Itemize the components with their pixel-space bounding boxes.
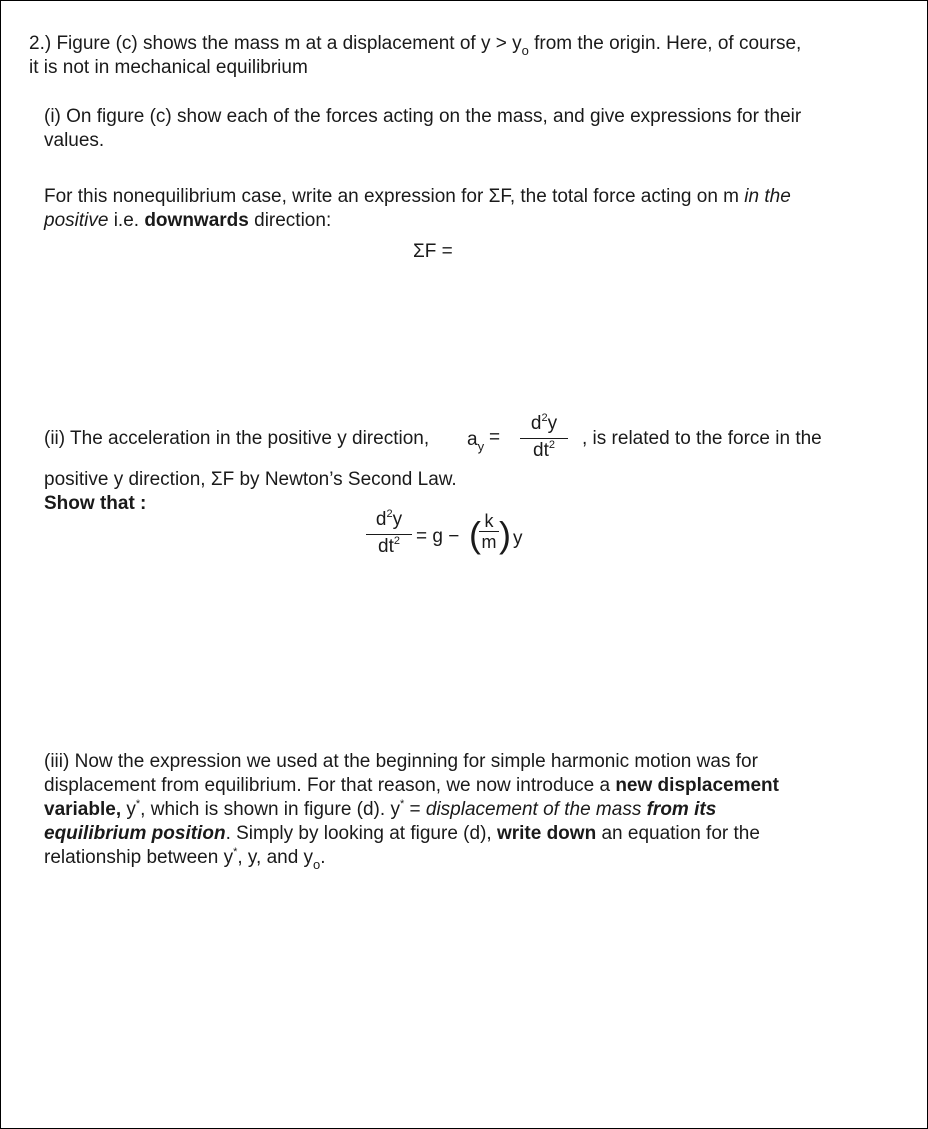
part-i-line-1: (i) On figure (c) show each of the forces acting on the mass, and give expressions for their [44,106,802,127]
iii-bold-a: new displacement [615,775,779,796]
acceleration-symbol [467,428,484,453]
accel-equals: = [489,427,501,448]
iii-bold-italic-b: equilibrium position [44,823,226,844]
k-numerator: k [484,511,494,531]
st-num-y: y [392,509,403,530]
part-ii-line-2: positive y direction, ΣF by Newton’s Second Law. [44,469,457,490]
nonequil-italic-a: in the [744,186,791,207]
d2y-dt2-fraction [520,412,568,465]
show-that-label: Show that : [44,493,147,514]
num-d: d [530,413,542,434]
iii-bold-b: variable, [44,799,122,820]
part-iii-line-1: (iii) Now the expression we used at the beginning for simple harmonic motion was for [44,751,758,772]
iii-text-g: relationship between y [44,847,234,868]
show-that-y: y [513,528,523,549]
st-num-sup: 2 [386,508,393,520]
show-that-denominator [366,535,412,561]
nonequil-text-b: i.e. [108,210,145,231]
part-iii-line-4 [44,822,760,846]
nonequil-text-c: direction: [248,210,332,231]
part-iii-line-3 [44,798,716,824]
st-num-d: d [375,509,387,530]
iii-italic-a: displacement of the mass [425,799,647,820]
part-i-line-2: values. [44,130,105,151]
num-sup: 2 [541,412,548,424]
part-ii-lead: (ii) The acceleration in the positive y direction, [44,428,430,449]
a-letter: a [467,429,478,450]
iii-bold-italic-a: from its [646,799,717,820]
show-that-numerator [366,508,412,534]
fraction-numerator [520,412,568,438]
nonequil-text-a: For this nonequilibrium case, write an expression for ΣF, the total force acting on m [44,186,745,207]
nonequil-line-1 [44,185,791,209]
iii-text-f: an equation for the [596,823,760,844]
iii-subscript: o [313,857,321,872]
q2-text-a: 2.) Figure (c) shows the mass m at a displacement of y > y [29,33,522,54]
show-that-eq-g: = g − [416,526,460,547]
sum-f-equation: ΣF = [413,241,453,262]
iii-text-e: . Simply by looking at figure (d), [225,823,497,844]
q2-text-b: from the origin. Here, of course, [528,33,802,54]
show-that-fraction [366,508,412,561]
iii-bold-c: write down [496,823,597,844]
iii-text-b: y [121,799,136,820]
iii-text-d: = [404,799,426,820]
part-iii-line-2 [44,774,779,798]
nonequil-line-2 [44,209,331,233]
iii-text-c: , which is shown in figure (d). y [140,799,400,820]
m-denominator: m [481,532,497,552]
fraction-denominator [520,439,568,465]
part-ii-tail: , is related to the force in the [582,428,822,449]
question-2-line-1 [29,32,801,57]
k-over-m-fraction [479,511,499,552]
a-subscript: y [477,439,485,454]
st-den-sup: 2 [393,535,400,547]
iii-text-a: displacement from equilibrium. For that reason, we now introduce a [44,775,616,796]
st-den-dt: dt [378,536,394,557]
num-y: y [547,413,558,434]
right-paren: ) [499,514,511,555]
iii-sup-3: * [233,846,238,858]
den-sup: 2 [548,439,555,451]
nonequil-italic-b: positive [44,210,109,231]
question-2-line-2: it is not in mechanical equilibrium [29,57,308,78]
den-dt: dt [533,440,549,461]
iii-text-i: . [320,847,326,868]
left-paren: ( [469,514,481,555]
nonequil-bold: downwards [144,210,249,231]
iii-sup-1: * [135,798,141,810]
iii-sup-2: * [399,798,405,810]
iii-text-h: , y, and y [237,847,314,868]
part-iii-line-5 [44,846,326,872]
q2-subscript: o [521,43,529,58]
